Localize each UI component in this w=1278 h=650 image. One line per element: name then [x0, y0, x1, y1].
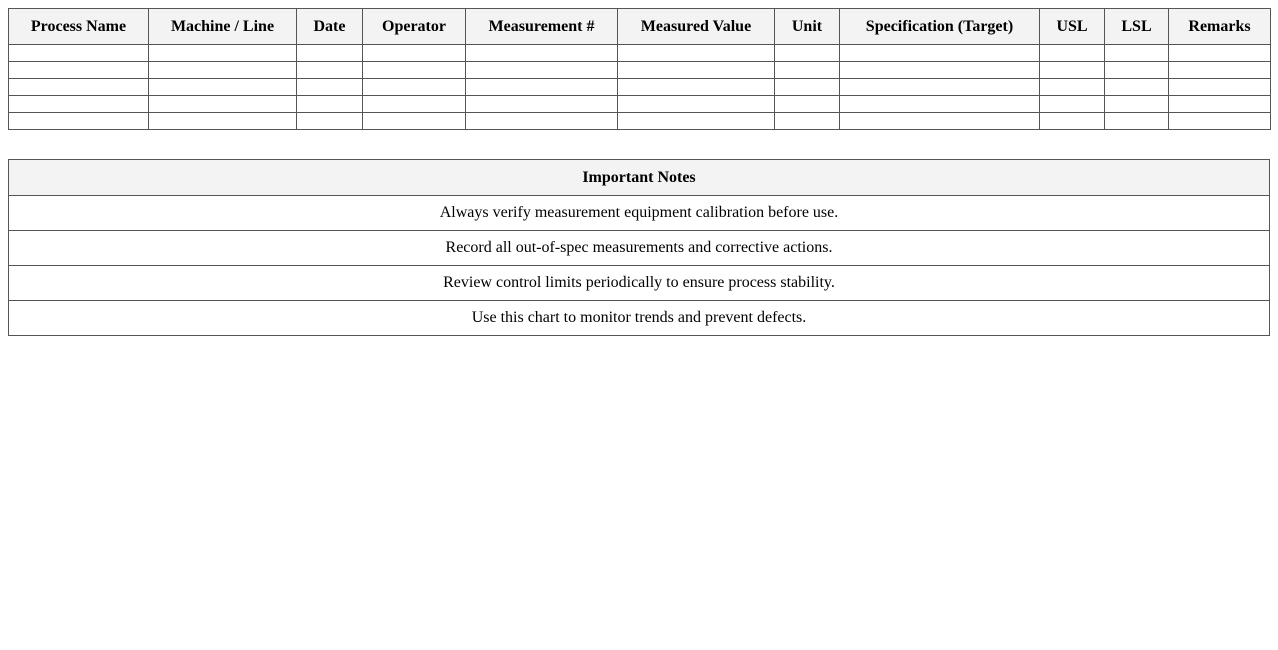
- column-header-machine-line: Machine / Line: [149, 9, 297, 45]
- column-header-usl: USL: [1040, 9, 1105, 45]
- column-header-operator: Operator: [363, 9, 466, 45]
- table-cell[interactable]: [1105, 96, 1169, 113]
- table-cell[interactable]: [1105, 62, 1169, 79]
- note-row: [9, 301, 1270, 336]
- table-cell[interactable]: [9, 45, 149, 62]
- note-item: Always verify measurement equipment calibration before use.: [9, 196, 1270, 231]
- table-cell[interactable]: [618, 113, 775, 130]
- note-row: [9, 266, 1270, 301]
- table-cell[interactable]: [297, 96, 363, 113]
- table-cell[interactable]: [1040, 45, 1105, 62]
- table-cell[interactable]: [618, 62, 775, 79]
- note-item: Review control limits periodically to ensure process stability.: [9, 266, 1270, 301]
- column-header-date: Date: [297, 9, 363, 45]
- note-row: [9, 231, 1270, 266]
- column-header-specification-target: Specification (Target): [840, 9, 1040, 45]
- table-cell[interactable]: [466, 113, 618, 130]
- column-header-measured-value: Measured Value: [618, 9, 775, 45]
- note-item: Record all out-of-spec measurements and corrective actions.: [9, 231, 1270, 266]
- note-item: Use this chart to monitor trends and prevent defects.: [9, 301, 1270, 336]
- table-cell[interactable]: [840, 45, 1040, 62]
- table-cell[interactable]: [1040, 79, 1105, 96]
- table-cell[interactable]: [9, 79, 149, 96]
- table-cell[interactable]: [466, 96, 618, 113]
- column-header-remarks: Remarks: [1169, 9, 1271, 45]
- table-cell[interactable]: [775, 45, 840, 62]
- table-cell[interactable]: [775, 113, 840, 130]
- measurement-table: [8, 8, 1271, 130]
- table-cell[interactable]: [363, 113, 466, 130]
- table-cell[interactable]: [1105, 45, 1169, 62]
- note-row: [9, 196, 1270, 231]
- table-cell[interactable]: [9, 96, 149, 113]
- table-cell[interactable]: [297, 113, 363, 130]
- table-cell[interactable]: [149, 62, 297, 79]
- column-header-unit: Unit: [775, 9, 840, 45]
- table-cell[interactable]: [466, 62, 618, 79]
- table-cell[interactable]: [775, 96, 840, 113]
- table-cell[interactable]: [1169, 62, 1271, 79]
- table-cell[interactable]: [363, 45, 466, 62]
- table-row: [9, 96, 1271, 113]
- table-cell[interactable]: [618, 79, 775, 96]
- column-header-measurement-number: Measurement #: [466, 9, 618, 45]
- table-cell[interactable]: [363, 96, 466, 113]
- table-cell[interactable]: [840, 113, 1040, 130]
- table-cell[interactable]: [1169, 45, 1271, 62]
- table-row: [9, 79, 1271, 96]
- table-cell[interactable]: [9, 62, 149, 79]
- table-cell[interactable]: [840, 79, 1040, 96]
- table-cell[interactable]: [840, 62, 1040, 79]
- table-cell[interactable]: [149, 45, 297, 62]
- table-row: [9, 113, 1271, 130]
- table-cell[interactable]: [1169, 79, 1271, 96]
- table-cell[interactable]: [149, 79, 297, 96]
- table-cell[interactable]: [1040, 96, 1105, 113]
- notes-title: Important Notes: [9, 160, 1270, 196]
- table-cell[interactable]: [618, 96, 775, 113]
- notes-table: [8, 159, 1270, 336]
- table-cell[interactable]: [775, 79, 840, 96]
- table-cell[interactable]: [1040, 62, 1105, 79]
- table-row: [9, 62, 1271, 79]
- table-cell[interactable]: [363, 79, 466, 96]
- table-cell[interactable]: [1040, 113, 1105, 130]
- table-cell[interactable]: [1169, 96, 1271, 113]
- column-header-process-name: Process Name: [9, 9, 149, 45]
- table-cell[interactable]: [1105, 79, 1169, 96]
- table-cell[interactable]: [149, 113, 297, 130]
- table-cell[interactable]: [466, 79, 618, 96]
- table-cell[interactable]: [1169, 113, 1271, 130]
- notes-header-row: [9, 160, 1270, 196]
- table-cell[interactable]: [1105, 113, 1169, 130]
- table-cell[interactable]: [149, 96, 297, 113]
- column-header-lsl: LSL: [1105, 9, 1169, 45]
- table-cell[interactable]: [9, 113, 149, 130]
- table-cell[interactable]: [297, 45, 363, 62]
- table-row: [9, 45, 1271, 62]
- table-cell[interactable]: [466, 45, 618, 62]
- table-cell[interactable]: [618, 45, 775, 62]
- header-row: [9, 9, 1271, 45]
- table-cell[interactable]: [297, 79, 363, 96]
- table-cell[interactable]: [775, 62, 840, 79]
- table-cell[interactable]: [363, 62, 466, 79]
- table-cell[interactable]: [297, 62, 363, 79]
- table-cell[interactable]: [840, 96, 1040, 113]
